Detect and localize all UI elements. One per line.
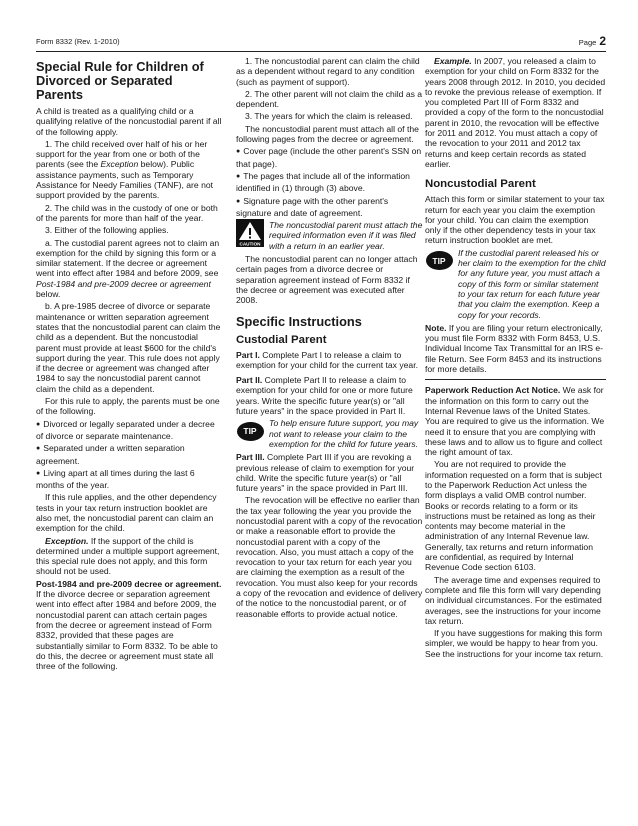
bullet-item: ● Divorced or legally separated under a decree of divorce or separate maintenance. (36, 419, 222, 442)
paragraph: If this rule applies, and the other dependency tests in your tax return instruction booklet are also met, the noncustodial parent can claim an exemption for the child. (36, 492, 217, 534)
page-indicator (579, 34, 606, 48)
column-left (36, 56, 222, 673)
caution-note (236, 220, 424, 251)
paragraph (425, 56, 606, 169)
text: Post-1984 and pre-2009 decree or agreement. (36, 578, 222, 589)
noncustodial-parent-heading: Noncustodial Parent (425, 178, 536, 191)
page-label: Page (578, 38, 597, 47)
caution-icon (236, 220, 264, 246)
paragraph: The average time and expenses required to complete and file this form will vary depending on individual circumstances. For the estimated averages, see the instructions for your income tax return. (425, 574, 602, 626)
paragraph (36, 238, 222, 300)
tip-icon: TIP (426, 251, 453, 270)
paragraph: 2. The other parent will not claim the child as a dependent. (236, 88, 423, 110)
bullet-item: ● Separated under a written separation agreement. (36, 443, 222, 466)
paragraph: 3. Either of the following applies. (45, 225, 169, 236)
paragraph: 2. The child was in the custody of one or both of the parents for more than half of the year. (36, 202, 218, 223)
tip-note (236, 418, 424, 449)
text: a. The custodial parent agrees not to claim an exemption for the child by signing this form or a similar statement. If the decree or agreement went into effect after 1984 and before 2009, see (36, 237, 220, 279)
special-rule-heading: Special Rule for Children of Divorced or Separated Parents (36, 59, 204, 102)
paragraph (36, 536, 222, 577)
custodial-parent-heading: Custodial Parent (236, 333, 327, 346)
caution-label: CAUTION (239, 241, 261, 247)
text: Note. (425, 322, 447, 333)
tip-icon-wrap (425, 248, 453, 274)
form-label: Form 8332 (Rev. 1-2010) (36, 37, 120, 46)
text: We ask for the information on this form to carry out the Internal Revenue laws of the United States. You are required to give us the information. We need it to ensure that you are complying with these laws and to allow us to figure and collect the right amount of tax. (425, 385, 605, 458)
paragraph: The revocation will be effective no earlier than the tax year following the year you provide the noncustodial parent with a copy of the revocation or make a reasonable effort to provide the noncustodial parent with a copy of the revocation. Also, you must attach a copy of the revocation to your tax return for each year you are claiming the exemption as a result of the revocation. You must also keep for your records a copy of the revocation and evidence of delivery of the notice to the noncustodial parent, or of reasonable efforts to provide actual notice. (236, 495, 423, 619)
text: 1. The child received over half of his or her support for the year from one or both of the parents (see the (36, 138, 208, 170)
tip-icon-wrap (236, 418, 264, 444)
bullet-item: ● The pages that include all of the information identified in (1) through (3) above. (236, 171, 424, 194)
caution-triangle-icon (236, 219, 264, 247)
paragraph: b. A pre-1985 decree of divorce or separate maintenance or written separation agreement states that the noncustodial parent can claim the child as a dependent. But the noncustodial parent must provide at least $600 for the child's support during the year. This rule does not apply if the decree or agreement was changed after 1984 to say the noncustodial parent cannot claim the child as a dependent. (36, 301, 221, 394)
bullet-item: ● Signature page with the other parent's signature and date of agreement. (236, 196, 424, 219)
paragraph: 3. The years for which the claim is released. (245, 111, 413, 122)
caution-text: The noncustodial parent must attach the required information even if it was filed with a return in an earlier year. (269, 220, 423, 251)
text: Paperwork Reduction Act Notice. (425, 385, 561, 396)
paragraph: 1. The noncustodial parent can claim the child as a dependent without regard to any condition (such as payment of support). (236, 56, 420, 87)
paragraph: Attach this form or similar statement to your tax return for each year you claim the exemption for your child. You can claim the exemption only if the other dependency tests in your tax return instruction booklet are met. (425, 194, 605, 246)
paragraph (36, 579, 222, 672)
text: In 2007, you released a claim to exemption for your child on Form 8332 for the years 2008 through 2012. In 2010, you decided to revoke the previous release of exemption. If you completed Part III of Form 8332 and provided a copy of the form to the noncustodial parent in 2010, the revocation will be effective for 2011 and 2012. You must attach a copy of the revocation to your 2011 and 2012 tax returns and keep certain records as stated earlier. (425, 56, 606, 169)
text: If you are filing your return electronically, you must file Form 8332 with Form 8453, U.S. Individual Income Tax Transmittal for an IRS e-file Return. See Form 8453 and its instructions for more details. (425, 322, 604, 375)
text: Exception. (45, 535, 89, 546)
paragraph (425, 385, 606, 457)
header-rule (36, 51, 606, 52)
page-header (36, 34, 606, 50)
text: Part III. (236, 452, 265, 463)
tip-icon: TIP (237, 422, 264, 441)
text: If the support of the child is determined under a multiple support agreement, this special rule does not apply, and this form should not be used. (36, 535, 220, 577)
paragraph (236, 350, 424, 371)
text: Exception (100, 159, 139, 170)
paragraph: For this rule to apply, the parents must be one of the following. (36, 396, 220, 417)
text: below). Public assistance payments, such as Temporary Assistance for Needy Families (TANF), are not support provided by the parents. (36, 159, 214, 201)
paragraph (236, 452, 424, 493)
text: Example. (434, 56, 472, 66)
column-right (425, 56, 606, 661)
paragraph (425, 323, 606, 374)
text: If the divorce decree or separation agreement went into effect after 1984 and before 2009, the noncustodial parent can attach certain pages from the decree or agreement instead of Form 8332, provided that these pages are substantially similar to Form 8332. To be able to do this, the decree or agreement must state all three of the following. (36, 589, 218, 672)
paragraph (36, 139, 222, 201)
page-number: 2 (599, 34, 606, 48)
paragraph (236, 375, 424, 416)
paragraph: If you have suggestions for making this form simpler, we would be happy to hear from you. See the instructions for your income tax return. (425, 628, 604, 659)
section-divider (425, 379, 606, 380)
paragraph: The noncustodial parent can no longer attach certain pages from a divorce decree or separation agreement instead of Form 8332 if the decree or agreement was executed after 2008. (236, 254, 418, 306)
specific-instructions-heading: Specific Instructions (236, 313, 362, 329)
column-middle (236, 56, 424, 621)
tip-note (425, 248, 606, 320)
text: Post-1984 and pre-2009 decree or agreement (36, 278, 211, 289)
bullet-item: ● Living apart at all times during the last 6 months of the year. (36, 468, 222, 491)
text: Complete Part II to release a claim to exemption for your child for one or more future years. Write the specific future year(s) or "all future years" in the space provided in Part II. (236, 375, 413, 417)
tip-text: To help ensure future support, you may not want to release your claim to the exemption for the child for future years. (269, 418, 419, 449)
text: below. (36, 289, 61, 300)
text: Part II. (236, 375, 263, 386)
text: Part I. (236, 349, 260, 360)
text: Complete Part I to release a claim to exemption for your child for the current tax year. (236, 349, 418, 370)
paragraph: The noncustodial parent must attach all of the following pages from the decree or agreement. (236, 123, 419, 145)
tip-text: If the custodial parent released his or her claim to the exemption for the child for any future year, you must attach a copy of this form or similar statement to your tax return for each future year that you claim the exemption. Keep a copy for your records. (458, 247, 606, 320)
paragraph: A child is treated as a qualifying child or a qualifying relative of the noncustodial parent if all of the following apply. (36, 106, 222, 137)
bullet-item: ● Cover page (include the other parent's SSN on that page). (236, 146, 424, 169)
paragraph: You are not required to provide the information requested on a form that is subject to the Paperwork Reduction Act unless the form displays a valid OMB control number. Books or records relating to a form or its instructions must be retained as long as their contents may become material in the administration of any Internal Revenue law. Generally, tax returns and return information are confidential, as required by Internal Revenue Code section 6103. (425, 459, 602, 573)
text: Complete Part III if you are revoking a previous release of claim to exemption for your child. Write the specific future year(s) or "all future years" in the space provided in Part III. (236, 452, 415, 494)
